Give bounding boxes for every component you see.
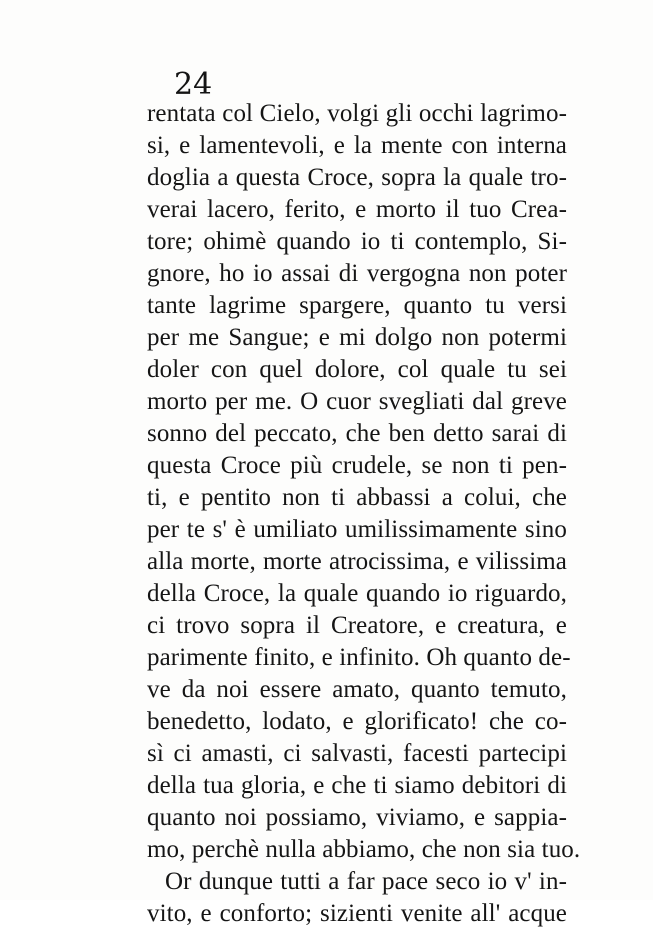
text-line: parimente finito, e infinito. Oh quanto de-	[147, 644, 571, 671]
text-line: rentata col Cielo, volgi gli occhi lagrimo-	[147, 100, 567, 127]
text-line: ve da noi essere amato, quanto temuto,	[147, 676, 567, 703]
text-line: quanto noi possiamo, viviamo, e sappia-	[147, 804, 567, 831]
text-line: tante lagrime spargere, quanto tu versi	[147, 292, 567, 319]
text-line: tore; ohimè quando io ti contemplo, Si-	[147, 228, 567, 255]
body-text	[147, 98, 581, 930]
text-line: della tua gloria, e che ti siamo debitori di	[147, 772, 567, 799]
text-line: doler con quel dolore, col quale tu sei	[147, 356, 567, 383]
text-line: Or dunque tutti a far pace seco io v' in-	[165, 868, 567, 895]
text-line: benedetto, lodato, e glorificato! che co-	[147, 708, 567, 735]
text-line: verai lacero, ferito, e morto il tuo Crea-	[147, 196, 567, 223]
text-line: si, e lamentevoli, e la mente con interna	[147, 132, 567, 159]
text-line: morto per me. O cuor svegliati dal greve	[147, 388, 567, 415]
text-line: della Croce, la quale quando io riguardo,	[147, 580, 567, 607]
text-line: sì ci amasti, ci salvasti, facesti partecipi	[147, 740, 567, 767]
text-line: alla morte, morte atrocissima, e vilissima	[147, 548, 567, 575]
text-line: questa Croce più crudele, se non ti pen-	[147, 452, 567, 479]
text-line: sonno del peccato, che ben detto sarai di	[147, 420, 567, 447]
text-line: mo, perchè nulla abbiamo, che non sia tuo.	[147, 836, 581, 863]
text-line: ci trovo sopra il Creatore, e creatura, e	[147, 612, 567, 639]
page-number: 24	[174, 67, 213, 102]
text-line: gnore, ho io assai di vergogna non poter	[147, 260, 567, 287]
text-line: per te s' è umiliato umilissimamente sino	[147, 516, 567, 543]
text-line: per me Sangue; e mi dolgo non potermi	[147, 324, 567, 351]
text-line: doglia a questa Croce, sopra la quale tro-	[147, 164, 567, 191]
text-line: ti, e pentito non ti abbassi a colui, che	[147, 484, 567, 511]
text-line: vito, e conforto; sizienti venite all' acque	[147, 900, 567, 927]
